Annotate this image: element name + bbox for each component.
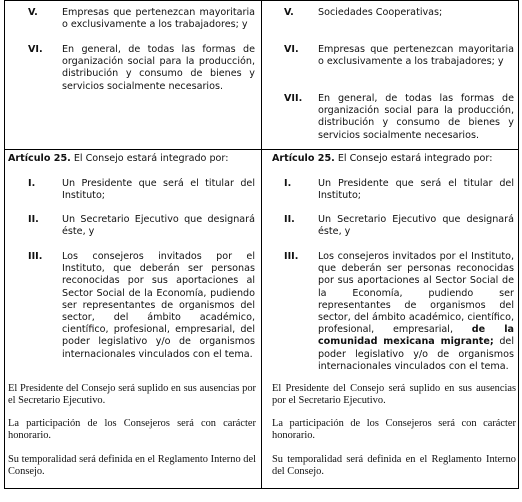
list-item: Un Secretario Ejecutivo que designará éste, y (318, 214, 514, 238)
item-number: II. (28, 214, 39, 225)
item-number: I. (284, 178, 292, 189)
list-item: Un Secretario Ejecutivo que designará éste, y (62, 214, 255, 238)
paragraph: El Presidente del Consejo será suplido en sus ausencias por el Secretario Ejecutivo. (272, 383, 516, 407)
article-heading (8, 153, 258, 165)
item-number: III. (28, 251, 43, 262)
list-item: En general, de todas las formas de organización social para la producción, distribución y consumo de bienes y servicios socialmente necesarios. (318, 93, 514, 141)
list-item-emphasis: de la comunidad mexicana migrante; (318, 324, 514, 348)
table-row (5, 1, 519, 150)
left-top-cell (5, 1, 262, 150)
article-text: El Consejo estará integrado por: (334, 153, 493, 164)
item-number: VI. (284, 44, 299, 55)
paragraph: Su temporalidad será definida en el Reglamento Interno del Consejo. (8, 454, 256, 478)
article-text: El Consejo estará integrado por: (70, 153, 229, 164)
list-item: Un Presidente que será el titular del Instituto; (318, 178, 514, 202)
item-number: VII. (284, 93, 303, 104)
comparison-table (4, 0, 519, 489)
list-item: En general, de todas las formas de organización social para la producción, distribución y consumo de bienes y servicios socialmente necesarios. (62, 44, 255, 92)
paragraph: La participación de los Consejeros será con carácter honorario. (272, 418, 516, 442)
list-item: Un Presidente que será el titular del Instituto; (62, 178, 255, 202)
list-item-text: del poder legislativo y/o de organismos internacionales vinculados con el tema. (318, 336, 514, 372)
paragraph: Su temporalidad será definida en el Reglamento Interno del Consejo. (272, 454, 516, 478)
list-item-text: Los consejeros invitados por el Instituto, que deberán ser personas reconocidas por sus aportaciones al Sector Social de la Economía, pudiendo ser representantes de organismos del sector, del ámbito académico, científico, profesional, empresarial, (318, 251, 514, 336)
list-item (318, 251, 514, 373)
item-number: V. (28, 7, 38, 18)
paragraph: El Presidente del Consejo será suplido en sus ausencias por el Secretario Ejecutivo. (8, 383, 256, 407)
item-number: I. (28, 178, 36, 189)
list-item: Empresas que pertenezcan mayoritaria o exclusivamente a los trabajadores; y (62, 7, 255, 31)
article-label: Artículo 25. (8, 153, 71, 164)
right-article-cell (262, 150, 519, 489)
item-number: III. (284, 251, 299, 262)
item-number: VI. (28, 44, 43, 55)
paragraph: La participación de los Consejeros será con carácter honorario. (8, 418, 256, 442)
left-article-cell (5, 150, 262, 489)
table-row (5, 150, 519, 489)
right-top-cell (262, 1, 519, 150)
article-label: Artículo 25. (272, 153, 335, 164)
item-number: II. (284, 214, 295, 225)
list-item: Sociedades Cooperativas; (318, 7, 443, 18)
list-item: Los consejeros invitados por el Instituto, que deberán ser personas reconocidas por sus aportaciones al Sector Social de la Economía, pudiendo ser representantes de organismos del sector, del ámbito académico, científico, profesional, empresarial, del poder legislativo y/o de organismos internacionales vinculados con el tema. (62, 251, 255, 360)
item-number: V. (284, 7, 294, 18)
list-item: Empresas que pertenezcan mayoritaria o exclusivamente a los trabajadores; y (318, 44, 514, 68)
article-heading (272, 153, 516, 165)
